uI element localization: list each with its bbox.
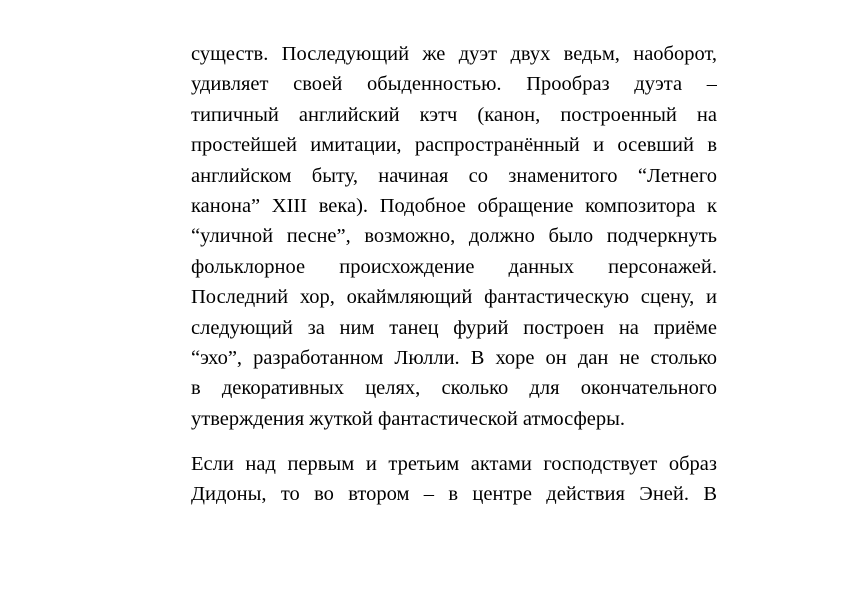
- text-line: Дидоны, то во втором – в центре действия Эней. В: [191, 483, 717, 506]
- paragraph: [191, 39, 717, 434]
- text-line: существ. Последующий же дуэт двух ведьм, наоборот,: [191, 43, 717, 65]
- text-line: в декоративных целях, сколько для окончательного: [191, 377, 717, 400]
- text-line: следующий за ним танец фурий построен на приёме: [191, 316, 717, 339]
- paragraph: [191, 449, 717, 510]
- text-line: утверждения жуткой фантастической атмосферы.: [191, 407, 626, 430]
- text-line: удивляет своей обыденностью. Прообраз дуэта –: [191, 73, 717, 96]
- text-line: простейшей имитации, распространённый и осевший в: [191, 134, 717, 157]
- text-line: английском быту, начиная со знаменитого “Летнего: [191, 164, 717, 187]
- text-line: канона” XIII века). Подобное обращение композитора к: [191, 194, 717, 217]
- text-line: типичный английский кэтч (канон, построенный на: [191, 103, 717, 126]
- text-line: фольклорное происхождение данных персонажей.: [191, 255, 717, 278]
- text-line: “уличной песне”, возможно, должно было подчеркнуть: [191, 225, 717, 248]
- text-line: Последний хор, окаймляющий фантастическую сцену, и: [191, 286, 717, 309]
- text-line: “эхо”, разработанном Люлли. В хоре он дан не столько: [191, 346, 717, 369]
- text-line: Если над первым и третьим актами господствует образ: [191, 453, 717, 475]
